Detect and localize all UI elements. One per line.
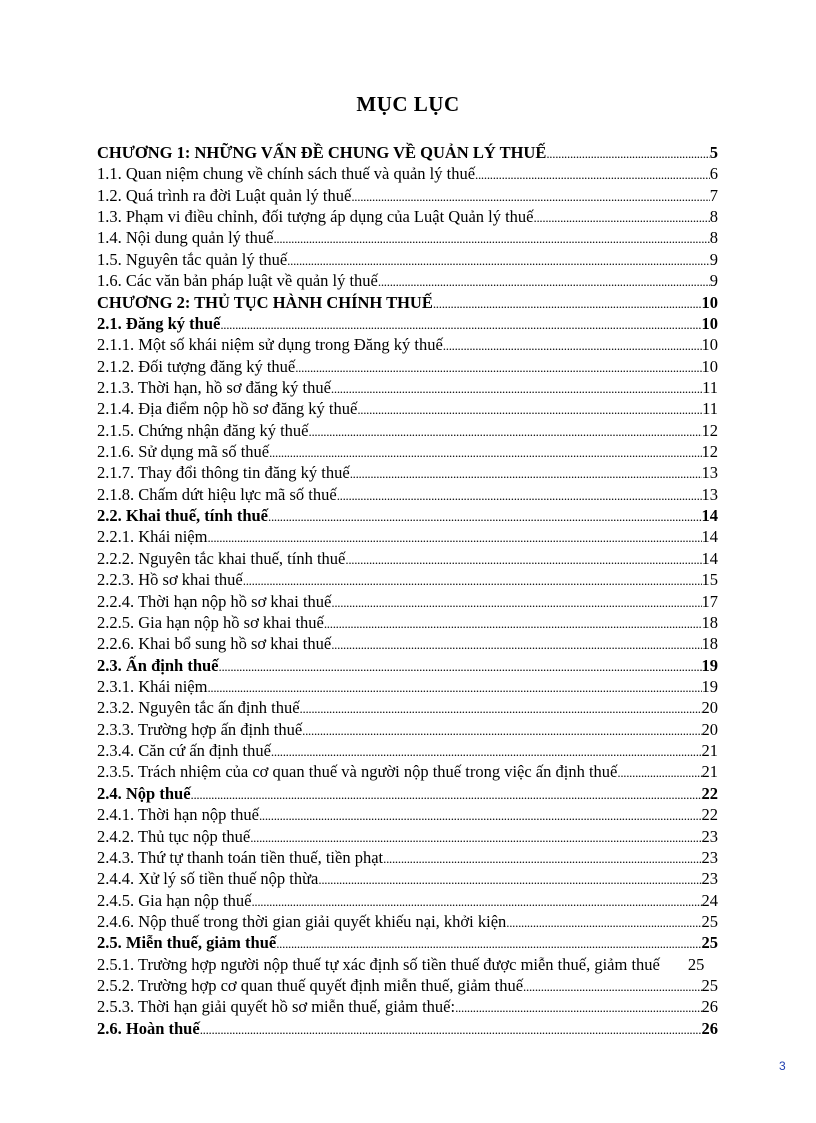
toc-entry[interactable] — [97, 249, 718, 270]
toc-entry-label: 2.2.3. Hồ sơ khai thuế — [97, 570, 243, 590]
toc-entry-label: 2.1. Đăng ký thuế — [97, 313, 221, 333]
toc-entry-label: 2.2. Khai thuế, tính thuế — [97, 506, 268, 526]
toc-dot-leader — [309, 421, 702, 441]
toc-entry[interactable] — [97, 1018, 718, 1039]
toc-entry[interactable] — [97, 996, 718, 1017]
toc-entry-page: 9 — [709, 271, 718, 291]
toc-entry-label: 1.6. Các văn bản pháp luật về quản lý thuế — [97, 271, 378, 291]
toc-entry[interactable] — [97, 356, 718, 377]
toc-dot-leader — [337, 485, 702, 505]
toc-entry-label: 2.5.1. Trường hợp người nộp thuế tự xác định số tiền thuế được miễn thuế, giảm thuế — [97, 954, 660, 974]
toc-entry[interactable] — [97, 377, 718, 398]
toc-dot-leader — [287, 250, 710, 270]
toc-entry-label: 2.1.2. Đối tượng đăng ký thuế — [97, 356, 296, 376]
toc-entry-label: 2.2.6. Khai bổ sung hồ sơ khai thuế — [97, 634, 332, 654]
toc-entry[interactable] — [97, 697, 718, 718]
toc-dot-leader — [207, 677, 701, 697]
toc-entry[interactable] — [97, 526, 718, 547]
toc-entry-page: 13 — [701, 463, 718, 483]
toc-entry-label: 2.2.5. Gia hạn nộp hồ sơ khai thuế — [97, 612, 324, 632]
toc-dot-leader — [273, 228, 709, 248]
toc-entry[interactable] — [97, 548, 718, 569]
toc-entry-page: 22 — [701, 783, 718, 803]
toc-entry-label: 1.5. Nguyên tắc quản lý thuế — [97, 249, 288, 269]
toc-dot-leader — [295, 357, 701, 377]
toc-dot-leader — [207, 527, 701, 547]
toc-dot-leader — [331, 634, 701, 654]
toc-entry[interactable] — [97, 398, 718, 419]
toc-dot-leader — [251, 891, 701, 911]
toc-dot-leader — [546, 143, 709, 163]
toc-entry-page: 12 — [701, 420, 718, 440]
toc-dot-leader — [219, 656, 702, 676]
toc-entry-label: 2.5. Miễn thuế, giảm thuế — [97, 933, 277, 953]
toc-dot-leader — [506, 912, 701, 932]
toc-entry-label: 2.1.7. Thay đổi thông tin đăng ký thuế — [97, 463, 350, 483]
toc-entry[interactable] — [97, 163, 718, 184]
toc-entry[interactable] — [97, 185, 718, 206]
toc-entry-page: 10 — [701, 313, 718, 333]
toc-entry[interactable] — [97, 868, 718, 889]
toc-entry-page: 14 — [701, 506, 718, 526]
toc-dot-leader — [271, 741, 702, 761]
toc-dot-leader — [268, 506, 702, 526]
toc-entry[interactable] — [97, 826, 718, 847]
toc-entry-page: 12 — [701, 442, 718, 462]
toc-entry-label: 2.3. Ấn định thuế — [97, 655, 219, 675]
toc-entry[interactable] — [97, 420, 718, 441]
toc-entry[interactable] — [97, 761, 718, 782]
toc-dot-leader — [475, 164, 710, 184]
toc-entry-page: 25 — [701, 911, 718, 931]
toc-entry[interactable] — [97, 505, 718, 526]
toc-entry-label: 1.4. Nội dung quản lý thuế — [97, 228, 274, 248]
toc-entry[interactable] — [97, 975, 718, 996]
toc-dot-leader — [191, 784, 702, 804]
toc-entry-label: 2.1.5. Chứng nhận đăng ký thuế — [97, 420, 309, 440]
toc-dot-leader — [200, 1019, 702, 1039]
toc-dot-leader — [276, 933, 701, 953]
toc-entry-page: 19 — [701, 655, 718, 675]
toc-entry[interactable] — [97, 911, 718, 932]
toc-dot-leader — [443, 335, 702, 355]
toc-entry-label: 2.6. Hoàn thuế — [97, 1018, 200, 1038]
toc-entry-page: 19 — [701, 676, 718, 696]
toc-dot-leader — [250, 827, 701, 847]
toc-entry-page: 11 — [702, 399, 718, 419]
page-number: 3 — [779, 1059, 786, 1073]
toc-entry-label: 2.4.4. Xử lý số tiền thuế nộp thừa — [97, 869, 319, 889]
toc-dot-leader — [617, 762, 701, 782]
toc-entry-label: 2.2.1. Khái niệm — [97, 527, 208, 547]
toc-entry-label: 2.4.2. Thủ tục nộp thuế — [97, 826, 251, 846]
toc-dot-leader — [324, 613, 702, 633]
toc-entry-page: 14 — [701, 548, 718, 568]
toc-entry-label: CHƯƠNG 1: NHỮNG VẤN ĐỀ CHUNG VỀ QUẢN LÝ THUẾ — [97, 143, 547, 162]
toc-entry-page: 26 — [701, 997, 718, 1017]
toc-entry-page: 15 — [701, 570, 718, 590]
toc-entry-label: 2.1.3. Thời hạn, hồ sơ đăng ký thuế — [97, 377, 331, 397]
toc-dot-leader — [318, 869, 701, 889]
toc-entry[interactable] — [97, 804, 718, 825]
toc-entry[interactable] — [97, 313, 718, 334]
toc-entry[interactable] — [97, 740, 718, 761]
toc-dot-leader — [383, 848, 701, 868]
toc-entry-page: 6 — [709, 164, 718, 184]
toc-entry[interactable] — [97, 633, 718, 654]
toc-entry[interactable] — [97, 591, 718, 612]
toc-entry-label: 2.2.2. Nguyên tắc khai thuế, tính thuế — [97, 548, 346, 568]
toc-entry[interactable] — [97, 270, 718, 291]
toc-entry-label: 2.5.2. Trường hợp cơ quan thuế quyết định miễn thuế, giảm thuế — [97, 976, 524, 996]
toc-dot-leader — [345, 549, 701, 569]
toc-entry-label: 2.4. Nộp thuế — [97, 783, 191, 803]
toc-dot-leader — [351, 186, 709, 206]
toc-entry-page: 18 — [701, 612, 718, 632]
toc-entry-page: 23 — [701, 847, 718, 867]
toc-entry-label: 2.1.6. Sử dụng mã số thuế — [97, 442, 270, 462]
toc-dot-leader — [378, 271, 710, 291]
toc-entry-page: 18 — [701, 634, 718, 654]
toc-entry-label: 2.1.1. Một số khái niệm sử dụng trong Đăng ký thuế — [97, 335, 443, 355]
toc-entry-page: 22 — [701, 805, 718, 825]
toc-entry[interactable] — [97, 142, 718, 163]
toc-entry-label: 1.2. Quá trình ra đời Luật quản lý thuế — [97, 185, 352, 205]
toc-entry[interactable] — [97, 484, 718, 505]
toc-entry-label: 2.1.4. Địa điểm nộp hồ sơ đăng ký thuế — [97, 399, 358, 419]
toc-dot-leader — [331, 378, 702, 398]
toc-entry-page: 11 — [702, 377, 718, 397]
toc-dot-leader — [455, 997, 701, 1017]
toc-entry-label: 2.3.3. Trường hợp ấn định thuế — [97, 719, 303, 739]
toc-entry-label: 2.1.8. Chấm dứt hiệu lực mã số thuế — [97, 484, 337, 504]
toc-entry-page: 25 — [687, 954, 705, 974]
toc-dot-leader — [350, 463, 702, 483]
toc-dot-leader — [534, 207, 710, 227]
page-title: MỤC LỤC — [356, 92, 460, 116]
toc-entry-label: 1.3. Phạm vi điều chỉnh, đối tượng áp dụng của Luật Quản lý thuế — [97, 207, 534, 227]
toc-dot-leader — [433, 293, 702, 313]
toc-entry-label: 2.4.5. Gia hạn nộp thuế — [97, 890, 252, 910]
toc-entry-label: 2.3.1. Khái niệm — [97, 676, 208, 696]
toc-dot-leader — [300, 698, 702, 718]
toc-entry[interactable] — [97, 206, 718, 227]
toc-entry-label: 2.4.3. Thứ tự thanh toán tiền thuế, tiền phạt — [97, 847, 384, 867]
toc-entry[interactable] — [97, 227, 718, 248]
toc-dot-leader — [243, 570, 702, 590]
toc-entry-label: 2.3.4. Căn cứ ấn định thuế — [97, 741, 271, 761]
toc-entry-label: CHƯƠNG 2: THỦ TỤC HÀNH CHÍNH THUẾ — [97, 292, 433, 312]
toc-entry[interactable] — [97, 954, 718, 975]
toc-dot-leader — [259, 805, 702, 825]
toc-entry-page: 17 — [701, 591, 718, 611]
toc-entry-page: 20 — [701, 719, 718, 739]
toc-entry-page: 20 — [701, 698, 718, 718]
toc-entry[interactable] — [97, 719, 718, 740]
toc-entry-label: 2.4.6. Nộp thuế trong thời gian giải quyết khiếu nại, khởi kiện — [97, 911, 507, 931]
toc-entry-label: 2.2.4. Thời hạn nộp hồ sơ khai thuế — [97, 591, 332, 611]
toc-dot-leader — [269, 442, 701, 462]
toc-dot-leader — [331, 592, 701, 612]
toc-dot-leader — [357, 399, 702, 419]
toc-entry[interactable] — [97, 847, 718, 868]
toc-entry[interactable] — [97, 292, 718, 313]
toc-entry-page: 26 — [701, 1018, 718, 1038]
toc-entry[interactable] — [97, 441, 718, 462]
toc-entry-page: 23 — [701, 826, 718, 846]
toc-dot-leader — [302, 720, 701, 740]
toc-entry-page: 10 — [701, 292, 718, 312]
toc-entry[interactable] — [97, 932, 718, 953]
toc-entry-page: 23 — [701, 869, 718, 889]
toc-dot-leader — [220, 314, 701, 334]
toc-entry-page: 24 — [701, 890, 718, 910]
toc-entry-label: 2.5.3. Thời hạn giải quyết hồ sơ miễn thuế, giảm thuế: — [97, 997, 456, 1017]
toc-entry[interactable] — [97, 890, 718, 911]
toc-entry[interactable] — [97, 569, 718, 590]
toc-dot-leader — [523, 976, 701, 996]
toc-entry-page: 7 — [709, 185, 718, 205]
toc-entry-page: 21 — [701, 762, 718, 782]
table-of-contents — [97, 142, 718, 1039]
toc-entry[interactable] — [97, 783, 718, 804]
toc-entry[interactable] — [97, 334, 718, 355]
toc-entry-page: 10 — [701, 356, 718, 376]
toc-entry[interactable] — [97, 676, 718, 697]
toc-entry-page: 21 — [701, 741, 718, 761]
toc-entry[interactable] — [97, 655, 718, 676]
toc-entry-page: 5 — [709, 143, 718, 162]
toc-entry-page: 25 — [701, 976, 718, 996]
toc-entry-label: 2.3.5. Trách nhiệm của cơ quan thuế và người nộp thuế trong việc ấn định thuế — [97, 762, 618, 782]
toc-entry-label: 2.4.1. Thời hạn nộp thuế — [97, 805, 259, 825]
toc-entry[interactable] — [97, 462, 718, 483]
toc-entry-page: 13 — [701, 484, 718, 504]
toc-entry-page: 8 — [709, 207, 718, 227]
toc-entry-page: 25 — [701, 933, 718, 953]
toc-entry-page: 9 — [709, 249, 718, 269]
toc-entry-page: 8 — [709, 228, 718, 248]
toc-entry[interactable] — [97, 612, 718, 633]
toc-entry-label: 2.3.2. Nguyên tắc ấn định thuế — [97, 698, 300, 718]
toc-entry-page: 14 — [701, 527, 718, 547]
toc-entry-page: 10 — [701, 335, 718, 355]
toc-entry-label: 1.1. Quan niệm chung về chính sách thuế và quản lý thuế — [97, 164, 476, 184]
